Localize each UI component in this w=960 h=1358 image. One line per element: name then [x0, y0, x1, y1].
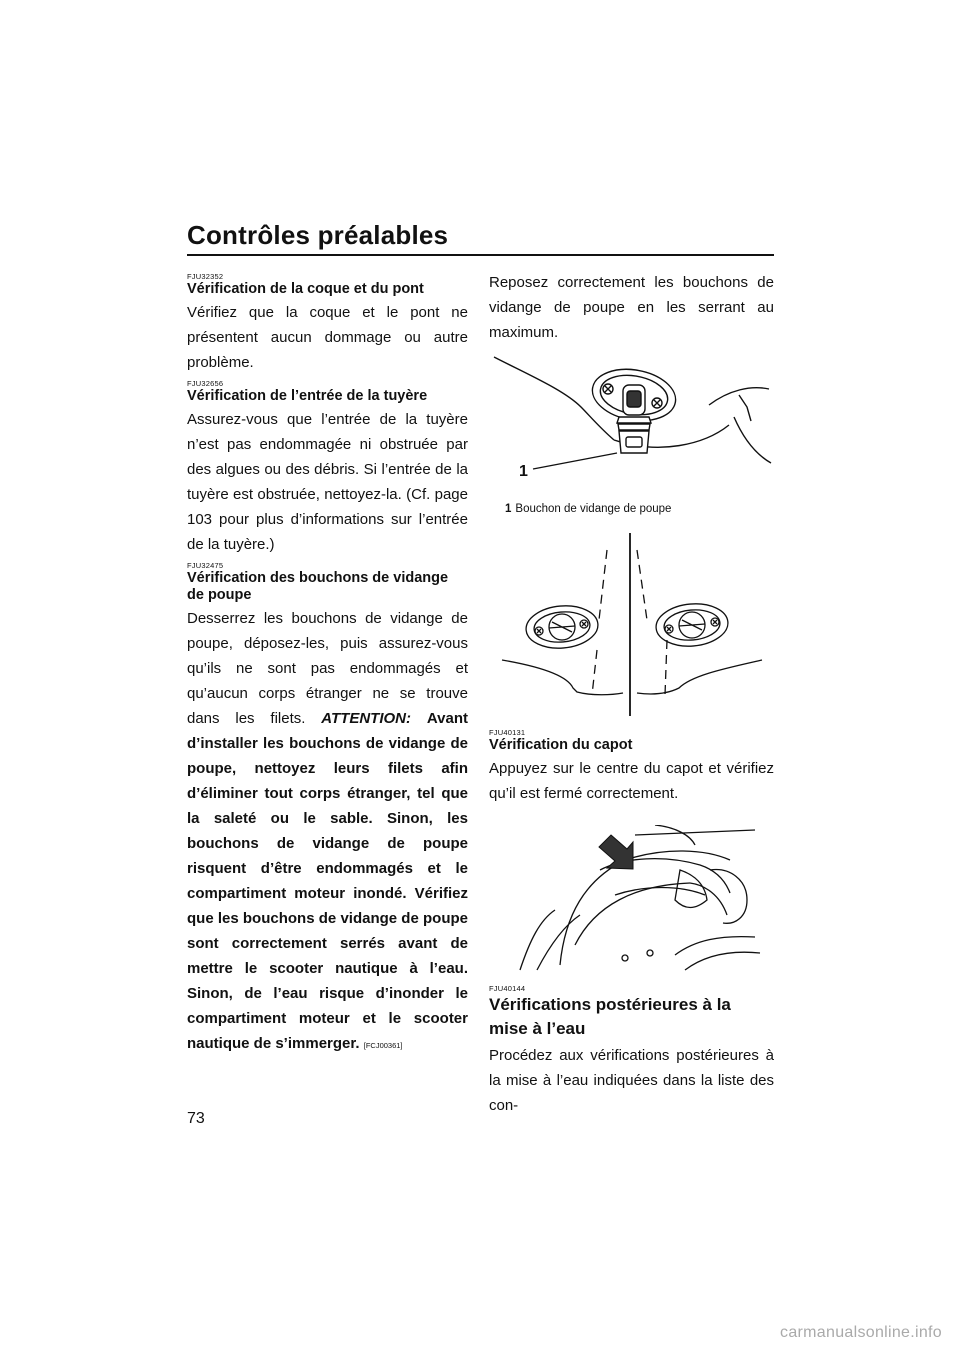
watermark: carmanualsonline.info — [780, 1324, 942, 1341]
section-heading-hull: Vérification de la coque et du pont — [187, 281, 424, 297]
attention-label: ATTENTION: — [321, 710, 412, 727]
section-code: FJU32352 — [187, 272, 224, 281]
drain-plug-figure — [489, 345, 774, 495]
section-text-intake: Assurez-vous que l’entrée de la tuyère n’est pas endommagée ni obstruée par des algues ou des débris. Si l’entrée de la tuyère est obstruée, nettoyez-la. (Cf. page 103 pour plus d’informations sur l’entrée de la tuyère.) — [187, 411, 468, 553]
figure-callout-1: 1 — [519, 463, 528, 480]
page-number: 73 — [187, 1110, 205, 1127]
section-heading-hood: Vérification du capot — [489, 737, 633, 753]
right-column — [489, 270, 774, 345]
section-heading-drain-plugs: Vérification des bouchons de vidange de poupe — [187, 570, 449, 603]
left-column — [187, 270, 468, 1058]
section-code: FJU40131 — [489, 728, 526, 737]
section-text-hood: Appuyez sur le centre du capot et vérifiez qu’il est fermé correctement. — [489, 760, 774, 802]
stern-drain-plugs-figure — [497, 530, 767, 720]
attention-text: Avant d’installer les bouchons de vidange de poupe, nettoyez leurs filets afin d’éliminer tout corps étranger, tel que la saleté ou le sable. Sinon, les bouchons de vidange de poupe risquent d’être endommagés et le compartiment moteur inondé. Vérifiez que les bouchons de vidange de poupe sont correctement serrés avant de mettre le scooter nautique à l’eau. Sinon, de l’eau risque d’inonder le compartiment moteur et le scooter nautique de s’immerger. — [187, 710, 468, 1052]
caption-number: 1 — [505, 503, 512, 515]
figure-caption — [505, 503, 671, 515]
page-title: Contrôles préalables — [187, 220, 449, 250]
press-arrow-icon — [599, 835, 633, 869]
section-text-post-launch: Procédez aux vérifications postérieures à la mise à l’eau indiquées dans la liste des con- — [489, 1047, 774, 1114]
reinstall-text: Reposez correctement les bouchons de vidange de poupe en les serrant au maximum. — [489, 274, 774, 341]
section-code: FJU32475 — [187, 561, 224, 570]
caption-text: Bouchon de vidange de poupe — [515, 503, 672, 515]
section-code: FJU40144 — [489, 984, 526, 993]
section-heading-post-launch: Vérifications postérieures à la mise à l’eau — [489, 995, 731, 1038]
post-launch-section — [489, 980, 774, 1118]
drain-plugs-text: Desserrez les bouchons de vidange de poupe, déposez-les, puis assurez-vous qu’ils ne sont pas endommagés et qu’aucun corps étranger ne se trouve dans les filets. — [187, 610, 468, 727]
section-heading-intake: Vérification de l’entrée de la tuyère — [187, 388, 428, 404]
section-text-drain-plugs — [187, 606, 468, 1058]
hood-section — [489, 724, 774, 806]
hood-figure — [515, 825, 765, 975]
attention-code: [FCJ00361] — [363, 1041, 403, 1050]
section-code: FJU32656 — [187, 379, 224, 388]
section-text-hull: Vérifiez que la coque et le pont ne présentent aucun dommage ou autre problème. — [187, 304, 468, 371]
title-divider — [187, 254, 774, 256]
